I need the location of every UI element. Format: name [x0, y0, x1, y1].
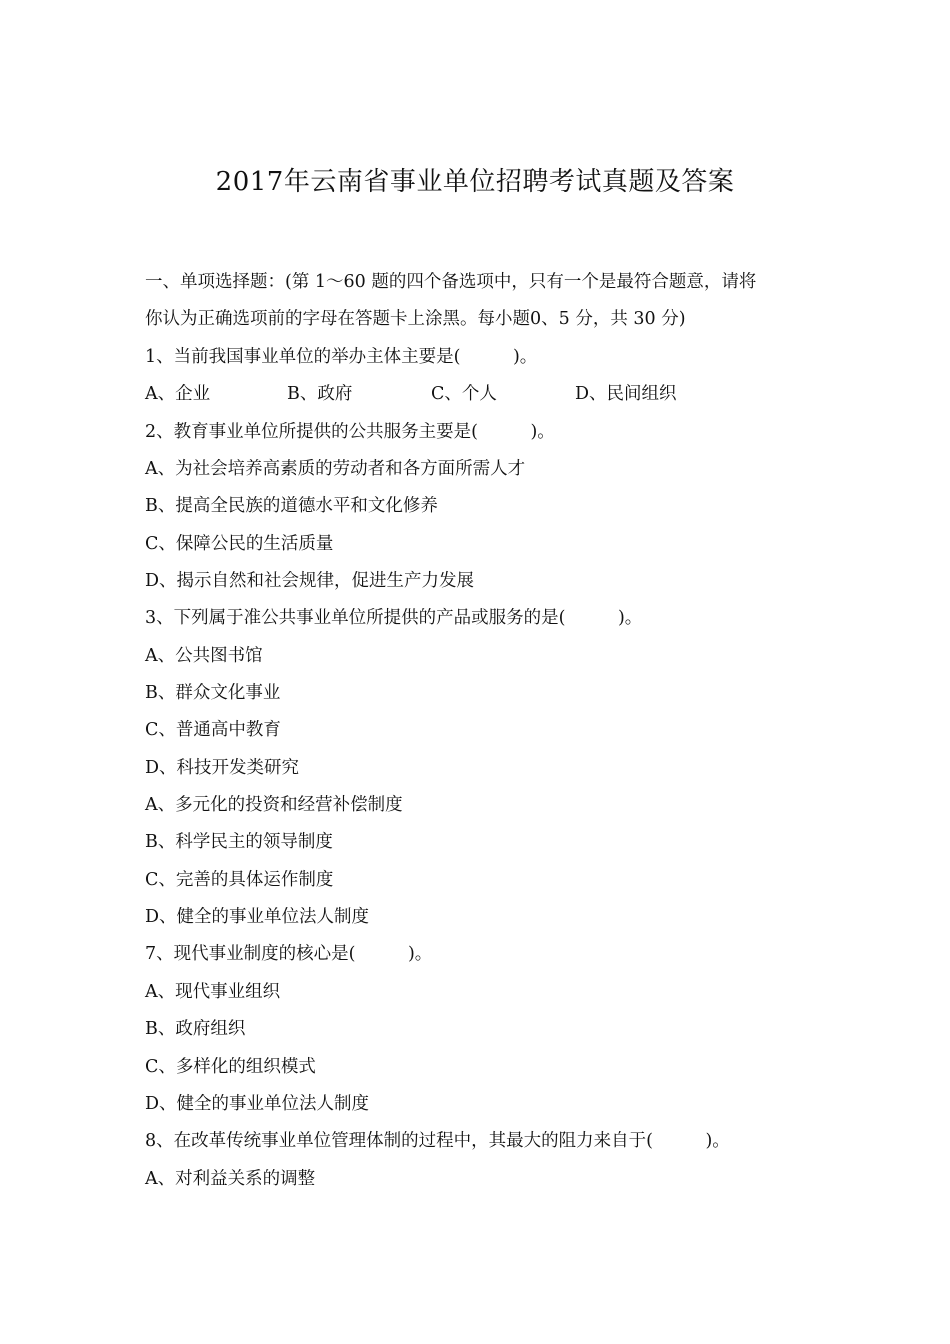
section-intro-line-1: 一、单项选择题：(第 1～60 题的四个备选项中，只有一个是最符合题意，请将 — [145, 272, 757, 292]
question-7-option-c: C、多样化的组织模式 — [145, 1057, 316, 1077]
orphan-option-d: D、健全的事业单位法人制度 — [145, 907, 370, 927]
question-3-option-a: A、公共图书馆 — [145, 646, 263, 666]
question-1-option-d: D、民间组织 — [575, 384, 677, 404]
question-2-option-c: C、保障公民的生活质量 — [145, 534, 334, 554]
question-2-option-d: D、揭示自然和社会规律，促进生产力发展 — [145, 571, 475, 591]
question-3: 3、下列属于准公共事业单位所提供的产品或服务的是( )。 — [145, 608, 643, 628]
question-1-option-a: A、企业 — [145, 384, 211, 404]
question-7: 7、现代事业制度的核心是( )。 — [145, 944, 433, 964]
question-7-option-d: D、健全的事业单位法人制度 — [145, 1094, 370, 1114]
question-1: 1、当前我国事业单位的举办主体主要是( )。 — [145, 347, 538, 367]
question-8: 8、在改革传统事业单位管理体制的过程中，其最大的阻力来自于( )。 — [145, 1131, 730, 1151]
question-2-option-b: B、提高全民族的道德水平和文化修养 — [145, 496, 438, 516]
question-7-option-b: B、政府组织 — [145, 1019, 246, 1039]
orphan-option-c: C、完善的具体运作制度 — [145, 870, 334, 890]
question-1-option-b: B、政府 — [287, 384, 353, 404]
orphan-option-b: B、科学民主的领导制度 — [145, 832, 333, 852]
question-8-option-a: A、对利益关系的调整 — [145, 1169, 316, 1189]
question-7-option-a: A、现代事业组织 — [145, 982, 281, 1002]
orphan-option-a: A、多元化的投资和经营补偿制度 — [145, 795, 403, 815]
question-3-option-b: B、群众文化事业 — [145, 683, 281, 703]
question-2: 2、教育事业单位所提供的公共服务主要是( )。 — [145, 422, 555, 442]
question-3-option-d: D、科技开发类研究 — [145, 758, 300, 778]
section-intro-line-2: 你认为正确选项前的字母在答题卡上涂黑。每小题0、5 分，共 30 分) — [145, 309, 686, 329]
question-3-option-c: C、普通高中教育 — [145, 720, 281, 740]
question-1-option-c: C、个人 — [431, 384, 497, 404]
document-title: 2017年云南省事业单位招聘考试真题及答案 — [215, 167, 735, 197]
question-2-option-a: A、为社会培养高素质的劳动者和各方面所需人才 — [145, 459, 526, 479]
